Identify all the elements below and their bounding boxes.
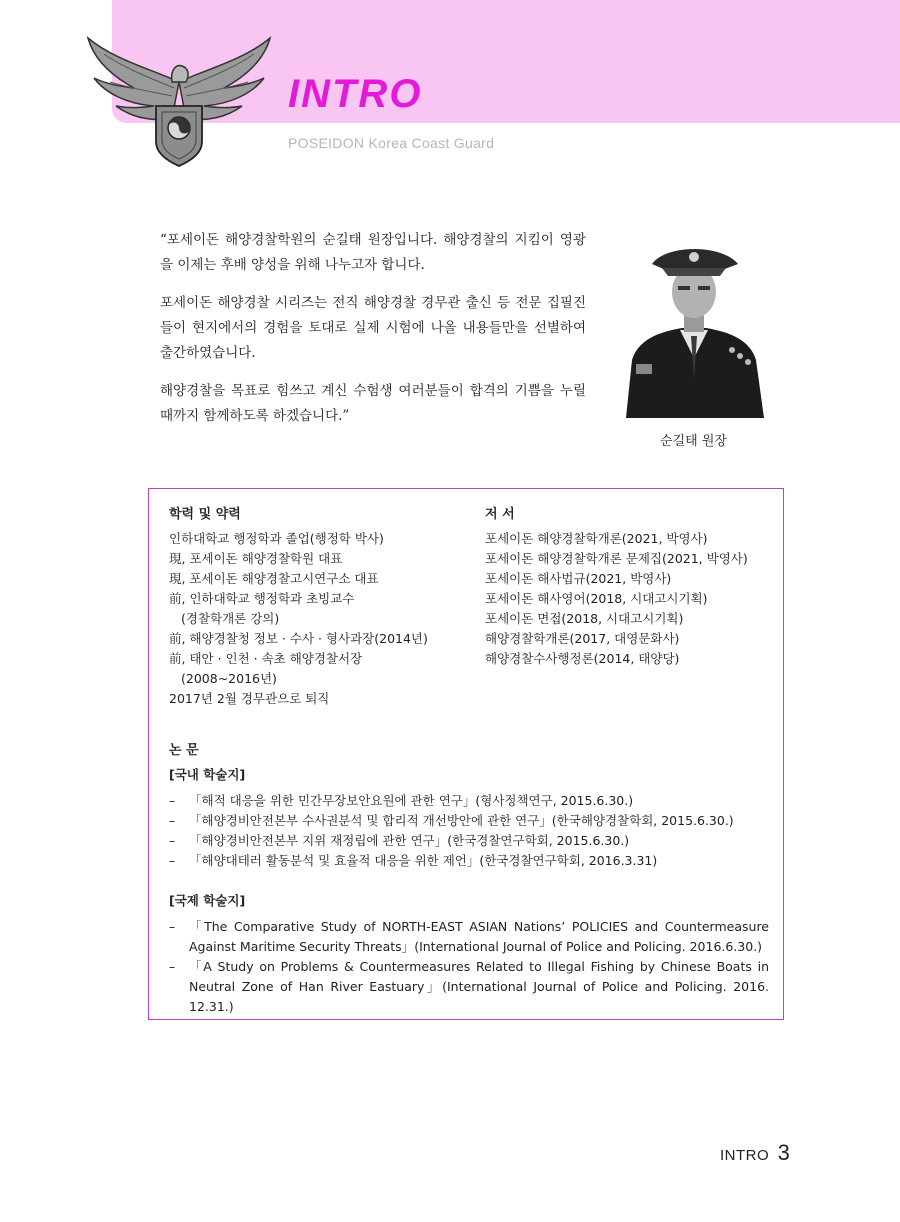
page-subtitle: POSEIDON Korea Coast Guard — [288, 135, 495, 151]
intro-paragraph: 포세이돈 해양경찰 시리즈는 전직 해양경찰 경무관 출신 등 전문 집필진들이 현지에서의 경험을 토대로 실제 시험에 나올 내용들만을 선별하여 출간하였습니다. — [160, 295, 586, 361]
list-item: (경찰학개론 강의) — [181, 611, 280, 626]
list-item: 前, 태안 · 인천 · 속초 해양경찰서장 — [169, 651, 363, 666]
books-list — [485, 529, 775, 669]
list-item: – 「해양대테러 활동분석 및 효율적 대응을 위한 제언」(한국경찰연구학회, 2016.3.31) — [169, 851, 769, 871]
footer-label: INTRO — [720, 1147, 770, 1164]
books-heading: 저 서 — [485, 507, 515, 522]
list-item: 포세이돈 면접(2018, 시대고시기획) — [485, 611, 684, 626]
intro-paragraph: “포세이돈 해양경찰학원의 순길태 원장입니다. 해양경찰의 지킴이 영광을 이제는 후배 양성을 위해 나누고자 합니다. — [160, 232, 586, 273]
domestic-papers-list — [169, 791, 769, 871]
list-item: 포세이돈 해사영어(2018, 시대고시기획) — [485, 591, 708, 606]
page-title: INTRO — [288, 72, 423, 116]
intro-message — [160, 228, 586, 442]
papers-heading: 논 문 — [169, 743, 199, 758]
list-item: 現, 포세이돈 해양경찰고시연구소 대표 — [169, 571, 379, 586]
list-item: 포세이돈 해양경찰학개론 문제집(2021, 박영사) — [485, 551, 748, 566]
list-item: 해양경찰수사행정론(2014, 태양당) — [485, 651, 680, 666]
list-item: 前, 해양경찰청 정보 · 수사 · 형사과장(2014년) — [169, 631, 428, 646]
profile-box — [148, 488, 784, 1020]
list-item: 2017년 2월 경무관으로 퇴직 — [169, 691, 330, 706]
portrait-caption: 순길태 원장 — [660, 434, 727, 449]
list-item: 現, 포세이돈 해양경찰학원 대표 — [169, 551, 343, 566]
list-item: – 「해적 대응을 위한 민간무장보안요원에 관한 연구」(형사정책연구, 2015.6.30.) — [169, 791, 769, 811]
intro-paragraph: 해양경찰을 목표로 힘쓰고 계신 수험생 여러분들이 합격의 기쁨을 누릴 때까지 함께하도록 하겠습니다.” — [160, 383, 586, 424]
list-item: – 「The Comparative Study of NORTH-EAST ASIAN Nations’ POLICIES and Countermeasure Against Maritime Security Threats」(International Journal of Police and Policing. 2016.6.30.) — [169, 917, 769, 957]
list-item: – 「해양경비안전본부 수사권분석 및 합리적 개선방안에 관한 연구」(한국해양경찰학회, 2015.6.30.) — [169, 811, 769, 831]
list-item: (2008~2016년) — [181, 671, 277, 686]
list-item: 포세이돈 해양경찰학개론(2021, 박영사) — [485, 531, 708, 546]
director-portrait — [622, 240, 765, 418]
books-section — [485, 505, 775, 669]
education-list — [169, 529, 469, 709]
list-item: – 「A Study on Problems & Countermeasures Related to Illegal Fishing by Chinese Boats in Neutral Zone of Han River Eastuary」(International Journal of Police and Policing. 2016. 12.31.) — [169, 957, 769, 1017]
list-item: – 「해양경비안전본부 지위 재정립에 관한 연구」(한국경찰연구학회, 2015.6.30.) — [169, 831, 769, 851]
international-heading: [국제 학술지] — [169, 893, 246, 908]
education-heading: 학력 및 약력 — [169, 507, 241, 522]
eagle-emblem-icon — [84, 30, 274, 170]
international-papers-list — [169, 917, 769, 1017]
domestic-heading: [국내 학술지] — [169, 767, 246, 782]
page-footer — [720, 1140, 790, 1166]
list-item: 해양경찰학개론(2017, 대영문화사) — [485, 631, 680, 646]
list-item: 인하대학교 행정학과 졸업(행정학 박사) — [169, 531, 384, 546]
page-number: 3 — [777, 1140, 790, 1165]
papers-section — [169, 741, 769, 1037]
list-item: 포세이돈 해사법규(2021, 박영사) — [485, 571, 672, 586]
list-item: 前, 인하대학교 행정학과 초빙교수 — [169, 591, 355, 606]
education-section — [169, 505, 469, 709]
